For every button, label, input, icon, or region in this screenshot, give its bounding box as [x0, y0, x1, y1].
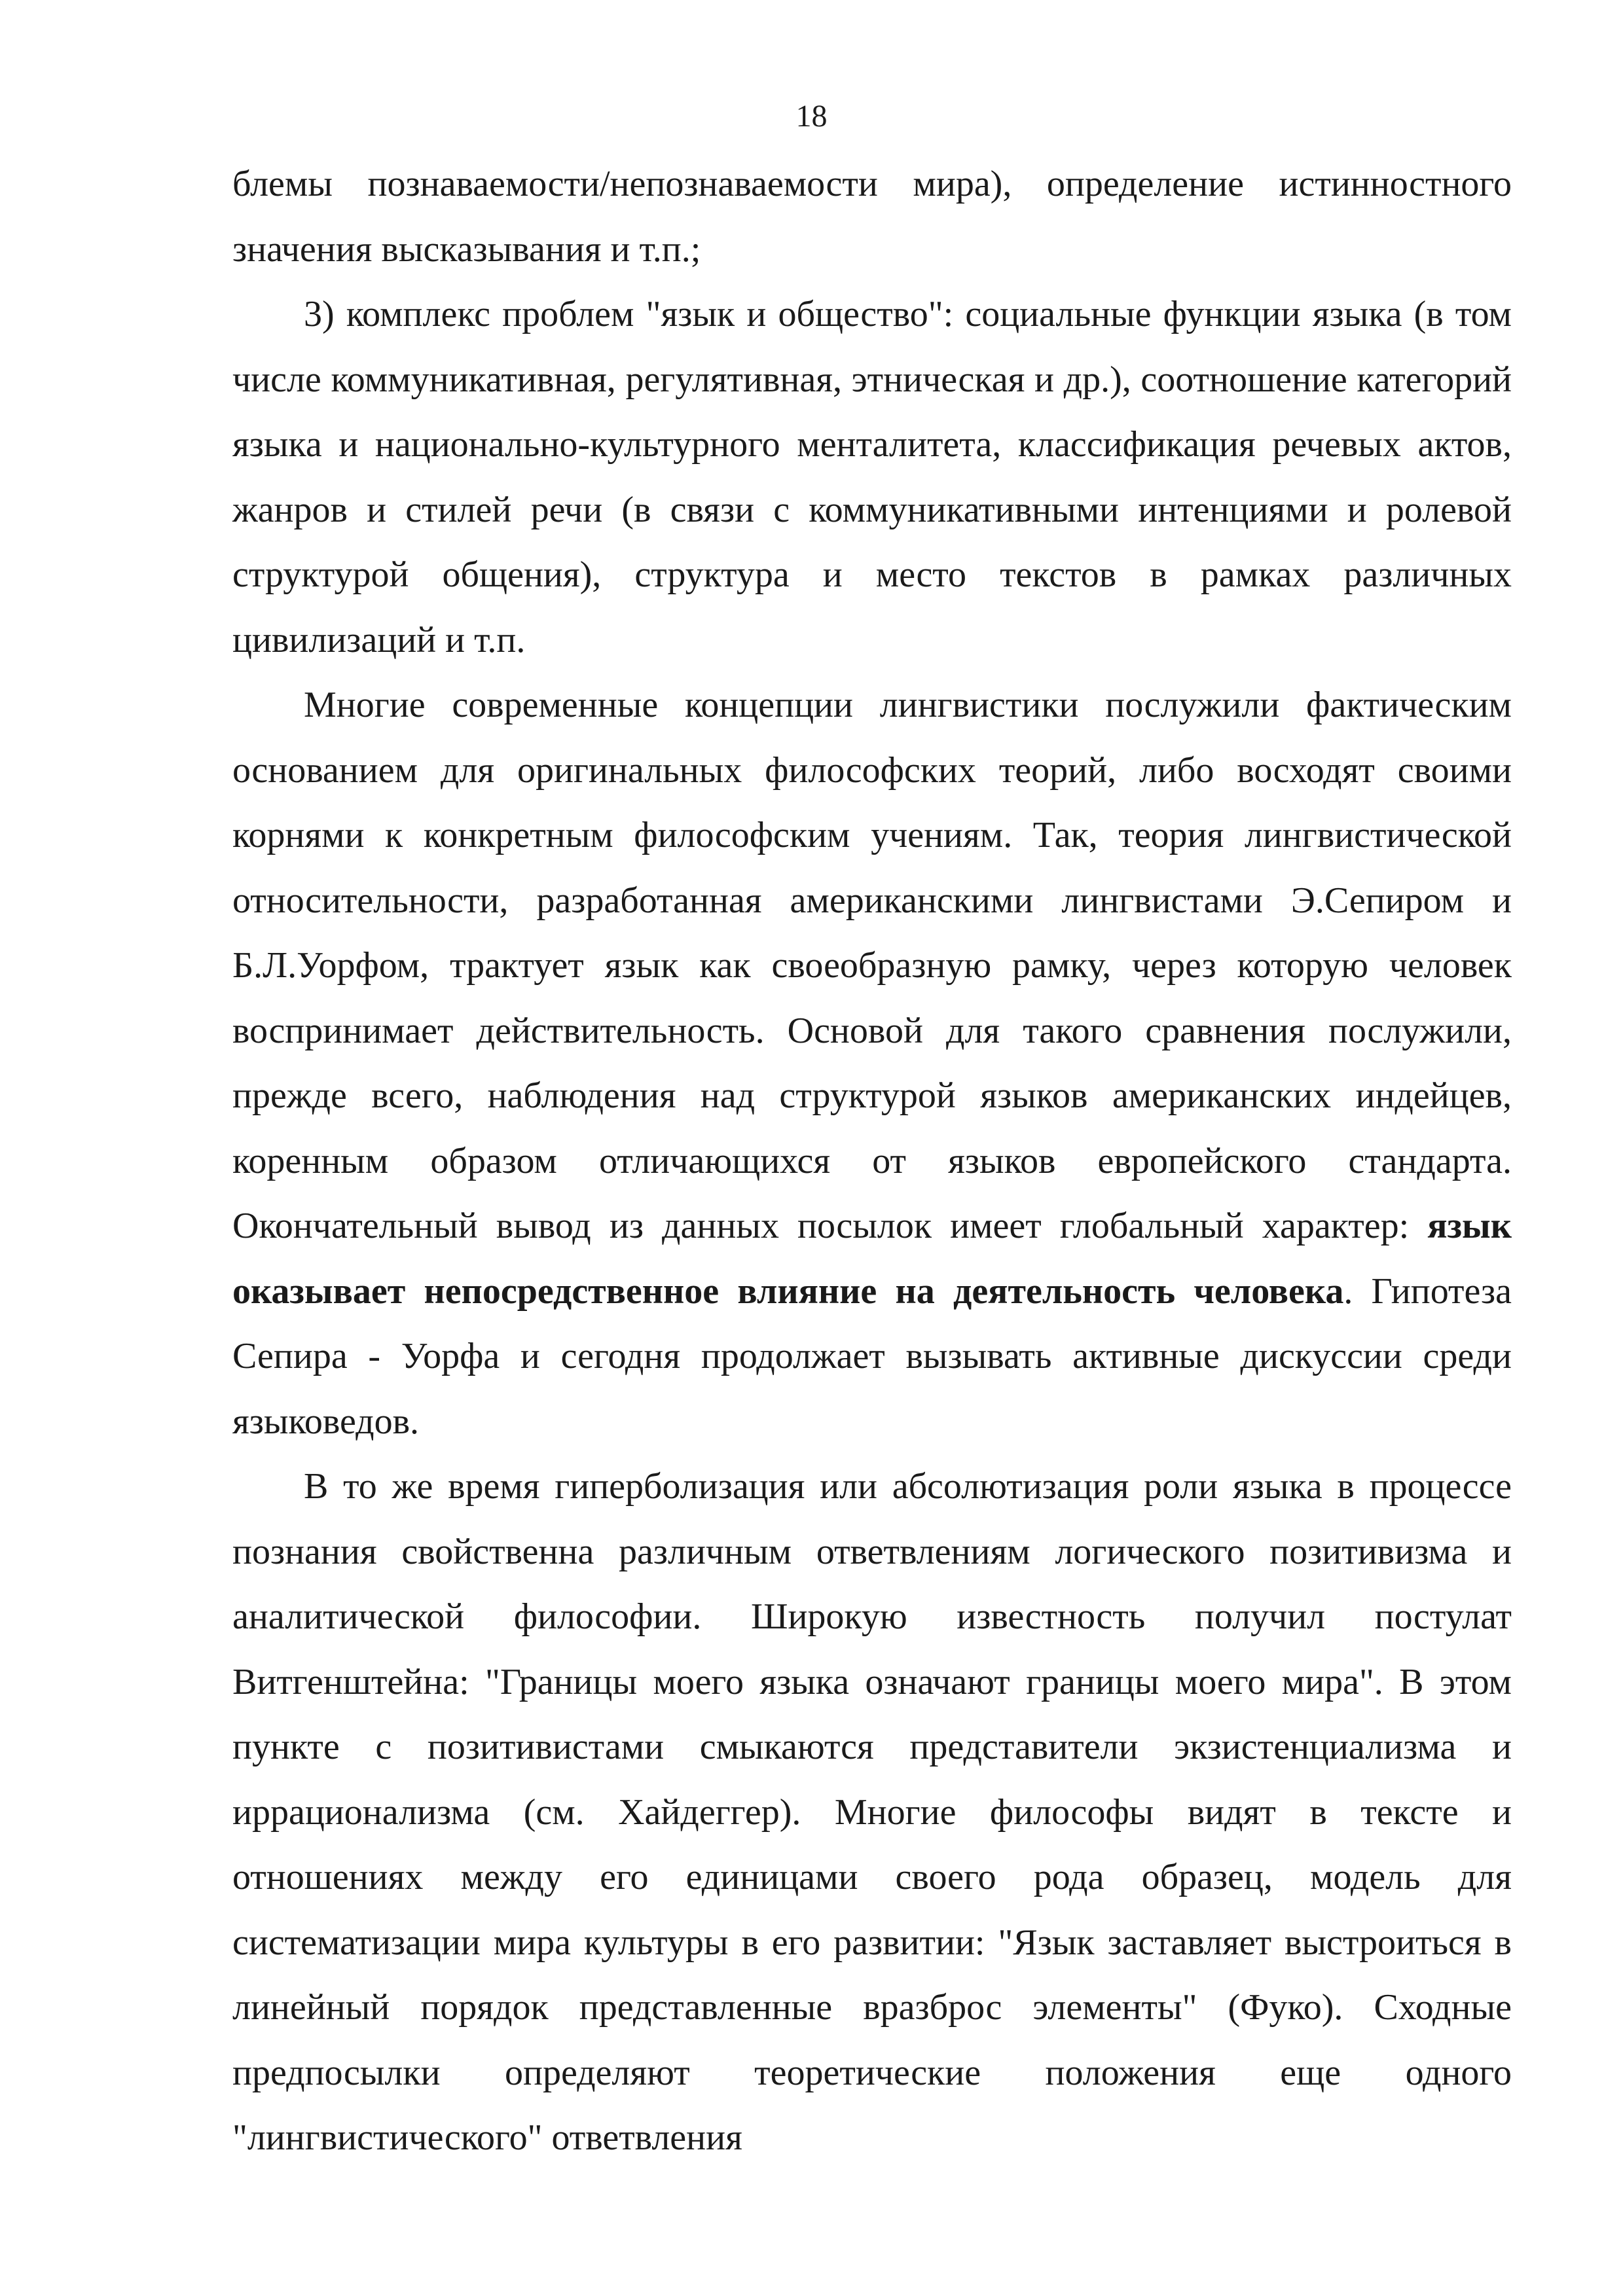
paragraph-text: Многие современные концепции лингвистики послужили фактическим основанием для оригинальных философских теорий, либо восходят своими корнями к конкретным философским учениям. Так, теория лингвистической относительности, разработанная американскими лингвистами Э.Сепиром и Б.Л.Уорфом, трактует язык как своеобразную рамку, через которую человек воспринимает действительность. Основой для такого сравнения послужили, прежде всего, наблюдения над структурой языков американских индейцев, коренным образом отличающихся от языков европейского стандарта. Окончательный вывод из данных посылок имеет глобальный характер:: [232, 685, 1512, 1246]
paragraph-text: . Гипотеза Сепира - Уорфа и сегодня продолжает вызывать активные дискуссии среди языковедов.: [232, 1270, 1512, 1442]
paragraph-language-and-society: 3) комплекс проблем "язык и общество": социальные функции языка (в том числе коммуникативная, регулятивная, этническая и др.), соотношение категорий языка и национально-культурного менталитета, классификация речевых актов, жанров и стилей речи (в связи с коммуникативными интенциями и ролевой структурой общения), структура и место текстов в рамках различных цивилизаций и т.п.: [232, 294, 1512, 660]
body-text: [232, 152, 1512, 2171]
paragraph-linguistic-relativity: [232, 673, 1512, 1454]
page-number: 18: [795, 99, 828, 134]
bold-statement: язык оказывает непосредственное влияние на деятельность человека: [232, 1206, 1512, 1312]
paragraph-positivism: В то же время гиперболизация или абсолютизация роли языка в процессе познания свойственна различным ответвлениям логического позитивизма и аналитической философии. Широкую известность получил постулат Витгенштейна: "Границы моего языка означают границы моего мира". В этом пункте с позитивистами смыкаются представители экзистенциализма и иррационализма (см. Хайдеггер). Многие философы видят в тексте и отношениях между его единицами своего рода образец, модель для систематизации мира культуры в его развитии: "Язык заставляет выстроиться в линейный порядок представленные вразброс элементы" (Фуко). Сходные предпосылки определяют теоретические положения еще одного "лингвистического" ответвления: [232, 1466, 1512, 2158]
paragraph-continuation: блемы познаваемости/непознаваемости мира), определение истинностного значения высказывания и т.п.;: [232, 164, 1512, 270]
